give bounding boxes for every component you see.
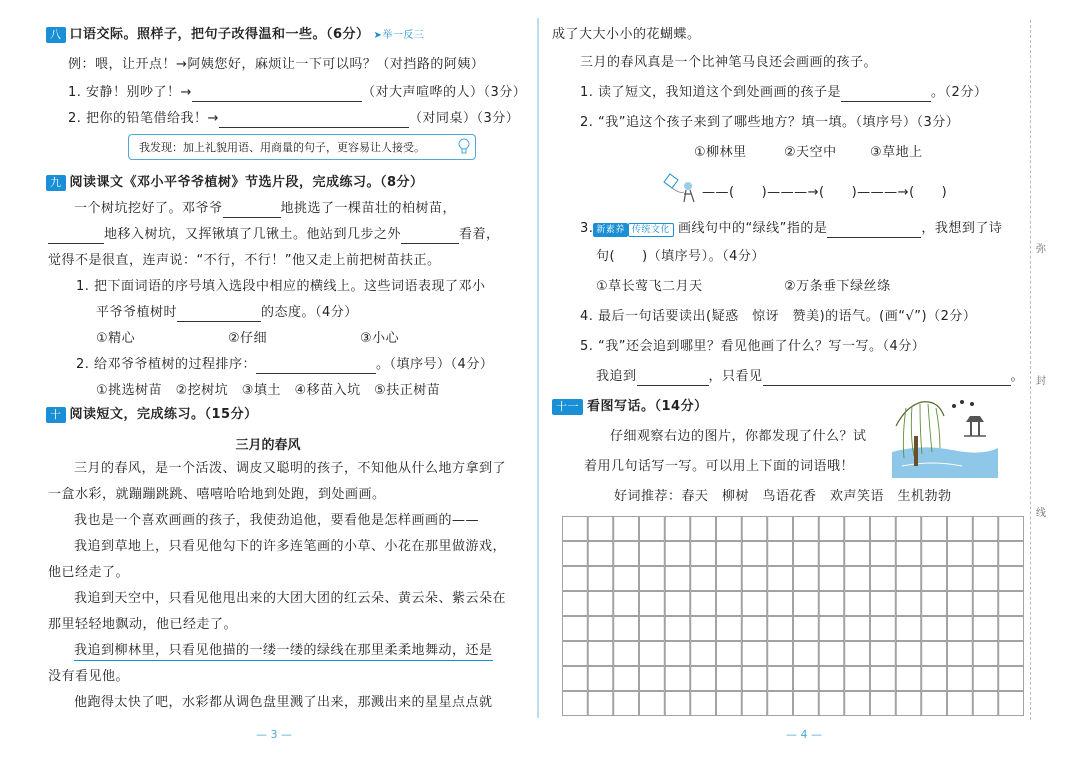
- grid-cell[interactable]: [717, 692, 742, 716]
- grid-cell[interactable]: [717, 592, 742, 616]
- grid-cell[interactable]: [742, 542, 767, 566]
- grid-cell[interactable]: [665, 567, 690, 591]
- section-9-heading: [46, 174, 424, 192]
- grid-cell[interactable]: [922, 517, 947, 541]
- grid-cell[interactable]: [973, 692, 998, 716]
- page-number-right: — 4 —: [786, 728, 822, 741]
- grid-cell[interactable]: [691, 617, 716, 641]
- grid-cell[interactable]: [768, 617, 793, 641]
- grid-cell[interactable]: [922, 667, 947, 691]
- grid-cell[interactable]: [614, 517, 639, 541]
- grid-cell[interactable]: [922, 642, 947, 666]
- section-9-p2-mid: 地移入树坑，又挥锹填了几锹土。他站到几步之外: [104, 227, 402, 242]
- binding-fold-line: [1030, 20, 1031, 720]
- grid-cell[interactable]: [768, 542, 793, 566]
- section-8-number: 八: [46, 27, 66, 43]
- grid-cell[interactable]: [871, 692, 896, 716]
- binding-mark-2: 封: [1036, 376, 1046, 387]
- grid-cell[interactable]: [948, 667, 973, 691]
- order-arrow-row: ——( )———→( )———→( ): [702, 185, 948, 200]
- grid-cell[interactable]: [640, 567, 665, 591]
- grid-cell[interactable]: [563, 692, 588, 716]
- grid-cell[interactable]: [640, 642, 665, 666]
- binding-mark-3: 线: [1036, 508, 1046, 519]
- grid-cell[interactable]: [742, 617, 767, 641]
- grid-cell[interactable]: [948, 617, 973, 641]
- section-10-heading: [46, 406, 258, 424]
- binding-mark-1: 弥: [1036, 244, 1046, 255]
- grid-cell[interactable]: [614, 692, 639, 716]
- grid-cell[interactable]: [640, 592, 665, 616]
- grid-cell[interactable]: [665, 642, 690, 666]
- grid-cell[interactable]: [665, 517, 690, 541]
- grid-cell[interactable]: [665, 692, 690, 716]
- grid-cell[interactable]: [563, 617, 588, 641]
- grid-cell[interactable]: [717, 542, 742, 566]
- grid-cell[interactable]: [563, 542, 588, 566]
- grid-cell[interactable]: [588, 567, 613, 591]
- grid-cell[interactable]: [845, 542, 870, 566]
- grid-cell[interactable]: [794, 617, 819, 641]
- grid-cell[interactable]: [896, 542, 921, 566]
- grid-cell[interactable]: [742, 667, 767, 691]
- grid-cell[interactable]: [665, 617, 690, 641]
- grid-cell[interactable]: [717, 667, 742, 691]
- section-9-number: 九: [46, 175, 66, 191]
- section-9-blank-2[interactable]: [48, 229, 104, 244]
- grid-cell[interactable]: [999, 542, 1024, 566]
- q5-blank-1[interactable]: [637, 371, 709, 386]
- grid-cell[interactable]: [563, 517, 588, 541]
- section-10-number: 十: [46, 407, 66, 423]
- grid-cell[interactable]: [922, 692, 947, 716]
- grid-cell[interactable]: [973, 592, 998, 616]
- grid-cell[interactable]: [588, 692, 613, 716]
- article-para-1: 三月的春风，是一个活泼、调皮又聪明的孩子，不知他从什么地方拿到了: [74, 461, 507, 476]
- grid-cell[interactable]: [691, 542, 716, 566]
- grid-cell[interactable]: [794, 542, 819, 566]
- grid-cell[interactable]: [948, 567, 973, 591]
- spring-scene-illustration: [892, 396, 998, 478]
- grid-cell[interactable]: [768, 592, 793, 616]
- grid-cell[interactable]: [742, 567, 767, 591]
- grid-cell[interactable]: [614, 567, 639, 591]
- section-11-title: 看图写话。（14分）: [587, 399, 708, 414]
- grid-cell[interactable]: [819, 667, 844, 691]
- grid-cell[interactable]: [999, 617, 1024, 641]
- section-10-q3-blank[interactable]: [827, 223, 921, 238]
- grid-cell[interactable]: [896, 517, 921, 541]
- grid-cell[interactable]: [614, 642, 639, 666]
- grid-cell[interactable]: [691, 642, 716, 666]
- section-9-blank-3[interactable]: [401, 229, 459, 244]
- grid-cell[interactable]: [717, 517, 742, 541]
- grid-cell[interactable]: [871, 567, 896, 591]
- badge-new-literacy: 新素养: [593, 223, 628, 237]
- grid-cell[interactable]: [588, 667, 613, 691]
- section-9-blank-1[interactable]: [223, 203, 281, 218]
- section-9-question-1: 1. 把下面词语的序号填入选段中相应的横线上。这些词语表现了邓小: [76, 279, 486, 294]
- section-10-question-3-cont: 句( )（填序号）。（4分）: [596, 249, 765, 264]
- grid-cell[interactable]: [871, 542, 896, 566]
- poem-option-1: ①草长莺飞二月天: [596, 279, 703, 294]
- section-9-option-3: ③小心: [360, 331, 400, 346]
- grid-cell[interactable]: [614, 617, 639, 641]
- badge-traditional-culture: 传统文化: [628, 223, 674, 237]
- q5-answer-mid: ，只看见: [708, 369, 763, 384]
- grid-cell[interactable]: [871, 617, 896, 641]
- grid-cell[interactable]: [999, 567, 1024, 591]
- tip-box: [128, 134, 476, 160]
- section-10-q1-text: 1. 读了短文，我知道这个到处画画的孩子是: [580, 85, 842, 100]
- section-9-q2-blank[interactable]: [256, 359, 376, 374]
- grid-cell[interactable]: [973, 542, 998, 566]
- grid-cell[interactable]: [973, 642, 998, 666]
- lightbulb-icon: [457, 138, 471, 156]
- section-9-option-2: ②仔细: [228, 331, 268, 346]
- grid-cell[interactable]: [794, 517, 819, 541]
- section-10-q3-text: 画线句中的“绿线”指的是: [677, 221, 828, 236]
- section-10-question-5: 5. “我”还会追到哪里？看见他画了什么？写一写。（4分）: [580, 339, 926, 354]
- grid-cell[interactable]: [588, 592, 613, 616]
- grid-cell[interactable]: [614, 592, 639, 616]
- section-10-q3-number: 3.: [580, 221, 594, 236]
- grid-cell[interactable]: [948, 517, 973, 541]
- word-recommendations: 好词推荐：春天 柳树 鸟语花香 欢声笑语 生机勃勃: [614, 489, 952, 504]
- grid-cell[interactable]: [563, 642, 588, 666]
- section-11-heading: [552, 398, 708, 416]
- grid-cell[interactable]: [973, 567, 998, 591]
- grid-cell[interactable]: [845, 517, 870, 541]
- grid-cell[interactable]: [896, 667, 921, 691]
- grid-cell[interactable]: [691, 567, 716, 591]
- section-9-steps: ①挑选树苗 ②挖树坑 ③填土 ④移苗入坑 ⑤扶正树苗: [96, 383, 441, 398]
- section-8-title: 口语交际。照样子，把句子改得温和一些。（6分）: [69, 27, 370, 42]
- grid-cell[interactable]: [717, 642, 742, 666]
- section-9-q1-cont-end: 的态度。（4分）: [261, 305, 358, 320]
- grid-cell[interactable]: [922, 617, 947, 641]
- grid-cell[interactable]: [819, 517, 844, 541]
- grid-cell[interactable]: [845, 567, 870, 591]
- article-para-4-cont: 那里轻轻地飘动，他已经走了。: [48, 617, 238, 632]
- page-number-left: — 3 —: [256, 728, 292, 741]
- kite-child-icon: [662, 170, 702, 206]
- grid-cell[interactable]: [665, 542, 690, 566]
- tip-text: 我发现：加上礼貌用语、用商量的句子，更容易让人接受。: [139, 141, 425, 154]
- section-10-title: 阅读短文，完成练习。（15分）: [69, 407, 258, 422]
- section-9-q2-text: 2. 给邓爷爷植树的过程排序：: [76, 357, 257, 372]
- section-8-heading: [46, 26, 424, 45]
- grid-cell[interactable]: [717, 617, 742, 641]
- grid-cell[interactable]: [640, 517, 665, 541]
- article-para-3-cont: 他已经走了。: [48, 565, 130, 580]
- grid-cell[interactable]: [691, 517, 716, 541]
- grid-cell[interactable]: [819, 567, 844, 591]
- section-9-para-3: 觉得不是很直，连声说：“不行，不行！”他又走上前把树苗扶正。: [48, 253, 441, 268]
- section-10-q3-cont: ，我想到了诗: [921, 221, 1003, 236]
- grid-cell[interactable]: [845, 617, 870, 641]
- section-10-q5-answer: [596, 368, 1024, 386]
- grid-cell[interactable]: [742, 692, 767, 716]
- article-title: 三月的春风: [235, 438, 301, 453]
- article-continued-1: 成了大大小小的花蝴蝶。: [552, 27, 701, 42]
- grid-cell[interactable]: [845, 692, 870, 716]
- section-9-p2-end: 看着，: [459, 227, 500, 242]
- grid-cell[interactable]: [871, 517, 896, 541]
- article-para-4: 我追到天空中，只看见他甩出来的大团大团的红云朵、黄云朵、紫云朵在: [74, 591, 507, 606]
- place-option-1: ①柳林里: [694, 145, 747, 160]
- section-10-question-3: [580, 220, 1002, 238]
- article-para-5-cont: 没有看见他。: [48, 669, 130, 684]
- grid-cell[interactable]: [999, 667, 1024, 691]
- section-8-question-2: [68, 110, 519, 128]
- grid-cell[interactable]: [922, 567, 947, 591]
- grid-cell[interactable]: [794, 667, 819, 691]
- q5-answer-start: 我追到: [596, 369, 637, 384]
- section-10-question-1: [580, 84, 987, 102]
- grid-cell[interactable]: [973, 517, 998, 541]
- grid-cell[interactable]: [948, 642, 973, 666]
- article-para-1-cont: 一盒水彩，就蹦蹦跳跳、嘻嘻哈哈地到处跑，到处画画。: [48, 487, 386, 502]
- grid-cell[interactable]: [588, 542, 613, 566]
- section-8-question-1: [68, 84, 526, 102]
- grid-cell[interactable]: [819, 592, 844, 616]
- grid-cell[interactable]: [691, 592, 716, 616]
- section-8-q2-blank[interactable]: [219, 113, 409, 128]
- grid-cell[interactable]: [819, 692, 844, 716]
- article-para-6: 他跑得太快了吧，水彩都从调色盘里溅了出来，那溅出来的星星点点就: [74, 695, 493, 710]
- poem-option-2: ②万条垂下绿丝绦: [784, 279, 891, 294]
- grid-cell[interactable]: [588, 642, 613, 666]
- section-11-instruction-2: 着用几句话写一写。可以用上下面的词语哦！: [584, 459, 855, 474]
- section-9-title: 阅读课文《邓小平爷爷植树》节选片段，完成练习。（8分）: [69, 175, 424, 190]
- section-8-q1-text: 1. 安静！别吵了！→: [68, 85, 192, 100]
- grid-cell[interactable]: [614, 667, 639, 691]
- grid-cell[interactable]: [563, 667, 588, 691]
- grid-cell[interactable]: [768, 567, 793, 591]
- place-option-3: ③草地上: [870, 145, 923, 160]
- grid-cell[interactable]: [999, 592, 1024, 616]
- grid-cell[interactable]: [665, 667, 690, 691]
- grid-cell[interactable]: [768, 692, 793, 716]
- section-9-para-2: [48, 226, 500, 244]
- section-9-para-1: [74, 200, 456, 218]
- grid-cell[interactable]: [588, 517, 613, 541]
- section-11-number: 十一: [552, 399, 583, 415]
- grid-cell[interactable]: [819, 617, 844, 641]
- section-10-q1-note: 。（2分）: [931, 85, 988, 100]
- grid-cell[interactable]: [794, 642, 819, 666]
- grid-cell[interactable]: [640, 617, 665, 641]
- grid-cell[interactable]: [691, 667, 716, 691]
- grid-cell[interactable]: [948, 592, 973, 616]
- grid-cell[interactable]: [973, 667, 998, 691]
- grid-cell[interactable]: [999, 517, 1024, 541]
- section-10-q1-blank[interactable]: [841, 87, 931, 102]
- grid-cell[interactable]: [948, 542, 973, 566]
- article-para-3: 我追到草地上，只看见他勾下的许多连笔画的小草、小花在那里做游戏，: [74, 539, 507, 554]
- grid-cell[interactable]: [896, 617, 921, 641]
- section-8-q1-blank[interactable]: [192, 87, 362, 102]
- article-para-2: 我也是一个喜欢画画的孩子，我使劲追他，要看他是怎样画画的——: [74, 513, 480, 528]
- section-9-option-1: ①精心: [96, 331, 136, 346]
- section-9-p1-start: 一个树坑挖好了。邓爷爷: [74, 201, 223, 216]
- grid-cell[interactable]: [640, 542, 665, 566]
- section-8-q2-note: （对同桌）（3分）: [408, 111, 520, 126]
- article-continued-2: 三月的春风真是一个比神笔马良还会画画的孩子。: [580, 55, 878, 70]
- grid-cell[interactable]: [640, 667, 665, 691]
- section-11-instruction-1: 仔细观察右边的图片，你都发现了什么？试: [610, 429, 867, 444]
- section-9-p1-end: 地挑选了一棵苗壮的柏树苗，: [280, 201, 457, 216]
- grid-cell[interactable]: [819, 542, 844, 566]
- grid-cell[interactable]: [948, 692, 973, 716]
- section-10-question-4: 4. 最后一句话要读出(疑惑 惊讶 赞美)的语气。(画“√”)（2分）: [580, 309, 977, 324]
- section-10-question-2: 2. “我”追这个孩子来到了哪些地方？填一填。（填序号）（3分）: [580, 115, 960, 130]
- grid-cell[interactable]: [794, 592, 819, 616]
- grid-cell[interactable]: [871, 592, 896, 616]
- place-option-2: ②天空中: [784, 145, 837, 160]
- grid-cell[interactable]: [768, 642, 793, 666]
- grid-cell[interactable]: [794, 567, 819, 591]
- grid-cell[interactable]: [896, 642, 921, 666]
- grid-cell[interactable]: [999, 692, 1024, 716]
- grid-cell[interactable]: [819, 642, 844, 666]
- section-9-q2-note: 。（填序号）（4分）: [376, 357, 494, 372]
- grid-cell[interactable]: [742, 642, 767, 666]
- grid-cell[interactable]: [845, 592, 870, 616]
- section-8-example: 例：喂，让开点！→阿姨您好，麻烦让一下可以吗？（对挡路的阿姨）: [68, 57, 485, 72]
- grid-cell[interactable]: [922, 542, 947, 566]
- grid-cell[interactable]: [665, 592, 690, 616]
- grid-cell[interactable]: [794, 692, 819, 716]
- grid-cell[interactable]: [614, 542, 639, 566]
- section-9-question-1-cont: [96, 304, 358, 322]
- grid-cell[interactable]: [691, 692, 716, 716]
- grid-cell[interactable]: [563, 567, 588, 591]
- grid-cell[interactable]: [973, 617, 998, 641]
- grid-cell[interactable]: [768, 517, 793, 541]
- page-divider: [537, 18, 539, 718]
- grid-cell[interactable]: [871, 667, 896, 691]
- grid-cell[interactable]: [922, 592, 947, 616]
- grid-cell[interactable]: [896, 592, 921, 616]
- section-8-q2-text: 2. 把你的铅笔借给我！→: [68, 111, 219, 126]
- grid-cell[interactable]: [742, 517, 767, 541]
- section-9-q1-blank[interactable]: [177, 307, 261, 322]
- grid-cell[interactable]: [896, 567, 921, 591]
- section-8-q1-note: （对大声喧哗的人）（3分）: [361, 85, 527, 100]
- grid-cell[interactable]: [588, 617, 613, 641]
- article-para-5-underlined: 我追到柳林里，只看见他描的一缕一缕的绿线在那里柔柔地舞动，还是: [74, 642, 493, 661]
- grid-cell[interactable]: [640, 692, 665, 716]
- q5-blank-2[interactable]: [763, 371, 1011, 386]
- section-8-tag: ➤举一反三: [373, 30, 425, 41]
- left-page: [0, 0, 536, 762]
- writing-grid[interactable]: [562, 516, 1024, 716]
- grid-cell[interactable]: [768, 667, 793, 691]
- section-9-question-2: [76, 356, 493, 374]
- grid-cell[interactable]: [742, 592, 767, 616]
- grid-cell[interactable]: [896, 692, 921, 716]
- grid-cell[interactable]: [845, 642, 870, 666]
- grid-cell[interactable]: [999, 642, 1024, 666]
- q5-answer-end: 。: [1010, 369, 1025, 384]
- grid-cell[interactable]: [845, 667, 870, 691]
- grid-cell[interactable]: [717, 567, 742, 591]
- grid-cell[interactable]: [871, 642, 896, 666]
- section-9-q1-cont-start: 平爷爷植树时: [96, 305, 178, 320]
- grid-cell[interactable]: [563, 592, 588, 616]
